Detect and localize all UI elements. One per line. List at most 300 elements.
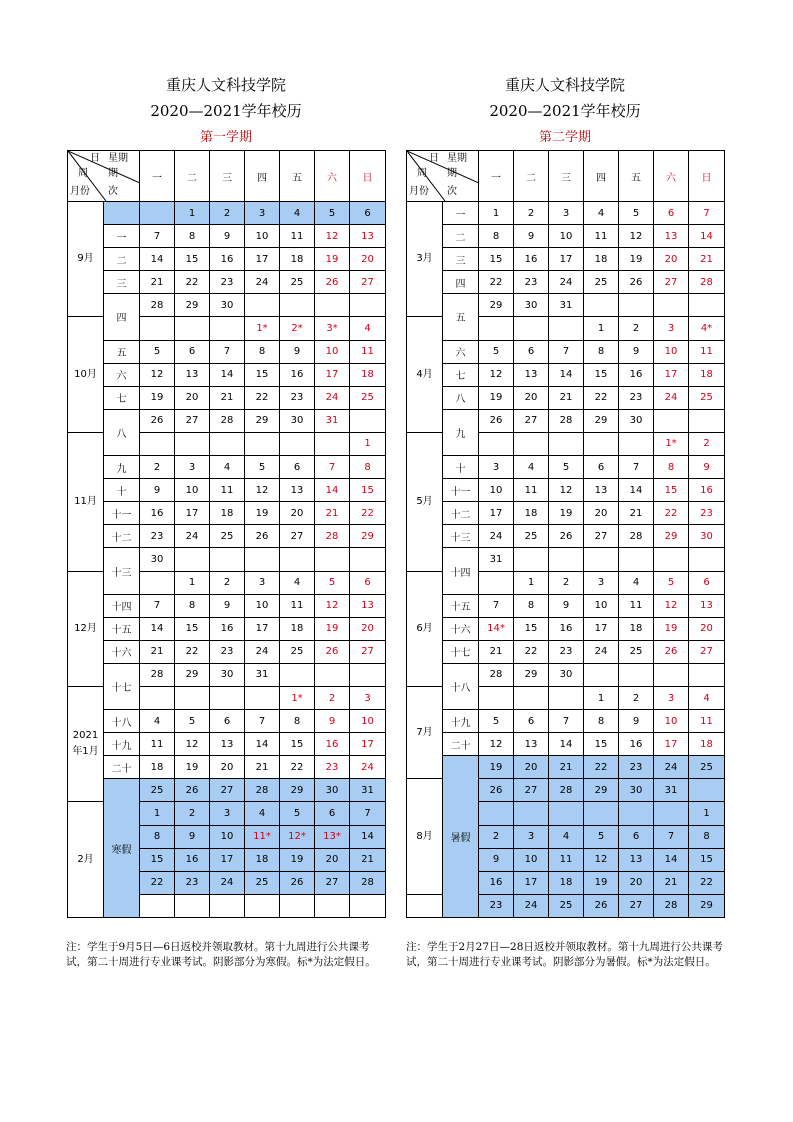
- date-cell: [140, 317, 175, 340]
- date-cell: 1: [175, 571, 210, 594]
- date-cell: 26: [245, 525, 280, 548]
- date-cell: [619, 432, 654, 455]
- date-cell: 24: [350, 756, 386, 779]
- date-cell: 20: [210, 756, 245, 779]
- week-number: 十二: [104, 525, 140, 548]
- date-cell: [175, 317, 210, 340]
- table-row: [407, 409, 725, 432]
- date-cell: [245, 894, 280, 917]
- date-cell: 5: [245, 456, 280, 479]
- date-cell: 14: [549, 733, 584, 756]
- table-row: [68, 248, 386, 271]
- date-cell: 16: [689, 479, 725, 502]
- date-cell: 2: [619, 317, 654, 340]
- school-name: 重庆人文科技学院: [165, 76, 286, 94]
- date-cell: 10: [514, 848, 549, 871]
- date-cell: [280, 294, 315, 317]
- table-row: [407, 594, 725, 617]
- header-corner-cell: [68, 151, 140, 202]
- weekday-header: 一: [140, 151, 175, 202]
- date-cell: 30: [140, 548, 175, 571]
- date-cell: 21: [245, 756, 280, 779]
- date-cell: [315, 663, 350, 686]
- date-cell: 18: [280, 617, 315, 640]
- week-number: 十一: [443, 479, 479, 502]
- date-cell: 22: [350, 502, 386, 525]
- date-cell: 10: [245, 594, 280, 617]
- date-cell: 30: [280, 409, 315, 432]
- weekday-header: 四: [245, 151, 280, 202]
- weekday-header: 五: [619, 151, 654, 202]
- date-cell: 15: [514, 617, 549, 640]
- week-number: 五: [104, 340, 140, 363]
- date-cell: 22: [140, 871, 175, 894]
- date-cell: 25: [350, 386, 386, 409]
- date-cell: 16: [175, 848, 210, 871]
- date-cell: 29: [350, 525, 386, 548]
- date-cell: 24: [584, 640, 619, 663]
- date-cell: 13: [514, 363, 549, 386]
- table-row: [68, 479, 386, 502]
- table-row: [407, 502, 725, 525]
- date-cell: 26: [315, 640, 350, 663]
- date-cell: 16: [549, 617, 584, 640]
- date-cell: 10: [245, 225, 280, 248]
- date-cell: 18: [280, 248, 315, 271]
- date-cell: 25: [280, 640, 315, 663]
- table-row: [68, 733, 386, 756]
- table-row: [407, 294, 725, 317]
- date-cell: 9: [514, 225, 549, 248]
- month-label: 6月: [407, 571, 443, 686]
- date-cell: 17: [350, 733, 386, 756]
- date-cell: [584, 802, 619, 825]
- date-cell: 3*: [315, 317, 350, 340]
- date-cell: 7: [140, 225, 175, 248]
- date-cell: 15: [175, 617, 210, 640]
- date-cell: [654, 548, 689, 571]
- date-cell: 22: [654, 502, 689, 525]
- date-cell: 11: [549, 848, 584, 871]
- date-cell: 26: [549, 525, 584, 548]
- date-cell: 12*: [280, 825, 315, 848]
- date-cell: 11: [280, 225, 315, 248]
- date-cell: 20: [315, 848, 350, 871]
- date-cell: 10: [210, 825, 245, 848]
- date-cell: 5: [175, 710, 210, 733]
- table-row: [407, 525, 725, 548]
- date-cell: 14: [619, 479, 654, 502]
- table-row: [68, 756, 386, 779]
- weekday-header: 一: [479, 151, 514, 202]
- table-row: [407, 756, 725, 779]
- week-number: 六: [443, 340, 479, 363]
- date-cell: 9: [315, 710, 350, 733]
- date-cell: [280, 663, 315, 686]
- date-cell: 6: [654, 202, 689, 225]
- date-cell: 7: [245, 710, 280, 733]
- date-cell: 8: [479, 225, 514, 248]
- date-cell: 1*: [654, 432, 689, 455]
- semester-title: 第一学期: [199, 130, 252, 145]
- date-cell: 15: [479, 248, 514, 271]
- corner-label-weekday: 星期: [447, 153, 467, 164]
- date-cell: [654, 663, 689, 686]
- date-cell: 27: [514, 779, 549, 802]
- weekday-header: 三: [210, 151, 245, 202]
- date-cell: 11: [350, 340, 386, 363]
- date-cell: 4: [140, 710, 175, 733]
- date-cell: 4: [689, 686, 725, 709]
- date-cell: [140, 432, 175, 455]
- week-number: 十六: [443, 617, 479, 640]
- table-row: [68, 202, 386, 225]
- date-cell: 4: [245, 802, 280, 825]
- vacation-label: 暑假: [443, 756, 479, 918]
- date-cell: 4: [549, 825, 584, 848]
- week-number: 十: [104, 479, 140, 502]
- date-cell: 13: [654, 225, 689, 248]
- date-cell: 2: [689, 432, 725, 455]
- date-cell: 11: [210, 479, 245, 502]
- date-cell: [210, 894, 245, 917]
- date-cell: [245, 432, 280, 455]
- year-title: 2020—2021学年校历: [489, 102, 641, 120]
- table-row: [68, 409, 386, 432]
- week-number: 八: [443, 386, 479, 409]
- date-cell: 14: [210, 363, 245, 386]
- date-cell: 24: [315, 386, 350, 409]
- date-cell: 26: [140, 409, 175, 432]
- date-cell: 22: [280, 756, 315, 779]
- date-cell: [245, 548, 280, 571]
- month-label: 12月: [68, 571, 104, 686]
- date-cell: 27: [654, 271, 689, 294]
- date-cell: 17: [245, 248, 280, 271]
- date-cell: 27: [584, 525, 619, 548]
- week-number: 十五: [443, 594, 479, 617]
- table-row: [68, 663, 386, 686]
- date-cell: 8: [175, 594, 210, 617]
- date-cell: 9: [175, 825, 210, 848]
- date-cell: [140, 202, 175, 225]
- month-label: 11月: [68, 432, 104, 571]
- date-cell: 7: [549, 340, 584, 363]
- date-cell: 29: [654, 525, 689, 548]
- date-cell: 10: [654, 710, 689, 733]
- date-cell: 13: [280, 479, 315, 502]
- date-cell: 12: [619, 225, 654, 248]
- date-cell: 18: [584, 248, 619, 271]
- date-cell: 24: [175, 525, 210, 548]
- week-number: 三: [443, 248, 479, 271]
- table-row: [407, 479, 725, 502]
- date-cell: 24: [245, 640, 280, 663]
- date-cell: 7: [619, 456, 654, 479]
- corner-label-month: 月份: [70, 186, 90, 197]
- date-cell: 25: [689, 386, 725, 409]
- date-cell: 31: [654, 779, 689, 802]
- date-cell: [350, 294, 386, 317]
- date-cell: 16: [280, 363, 315, 386]
- date-cell: [350, 894, 386, 917]
- date-cell: 27: [619, 894, 654, 917]
- date-cell: 10: [654, 340, 689, 363]
- date-cell: 29: [175, 294, 210, 317]
- date-cell: 11: [280, 594, 315, 617]
- date-cell: 29: [245, 409, 280, 432]
- date-cell: 13: [514, 733, 549, 756]
- date-cell: 5: [280, 802, 315, 825]
- year-title: 2020—2021学年校历: [150, 102, 302, 120]
- date-cell: 15: [245, 363, 280, 386]
- date-cell: 12: [584, 848, 619, 871]
- date-cell: 28: [140, 663, 175, 686]
- date-cell: 3: [479, 456, 514, 479]
- date-cell: 24: [479, 525, 514, 548]
- date-cell: 25: [140, 779, 175, 802]
- weekday-header: 六: [654, 151, 689, 202]
- month-label: 8月: [407, 779, 443, 894]
- date-cell: [280, 894, 315, 917]
- date-cell: 31: [245, 663, 280, 686]
- date-cell: 21: [549, 386, 584, 409]
- date-cell: [350, 663, 386, 686]
- month-label: 3月: [407, 202, 443, 317]
- table-row: [407, 225, 725, 248]
- date-cell: 4: [210, 456, 245, 479]
- date-cell: 15: [350, 479, 386, 502]
- date-cell: 19: [549, 502, 584, 525]
- date-cell: 8: [140, 825, 175, 848]
- week-number: 三: [104, 271, 140, 294]
- date-cell: 25: [689, 756, 725, 779]
- date-cell: 30: [549, 663, 584, 686]
- week-number: 九: [443, 409, 479, 455]
- date-cell: 3: [514, 825, 549, 848]
- date-cell: [245, 686, 280, 709]
- week-number: 二十: [443, 733, 479, 756]
- date-cell: [584, 548, 619, 571]
- date-cell: 28: [619, 525, 654, 548]
- date-cell: [584, 663, 619, 686]
- date-cell: 26: [619, 271, 654, 294]
- date-cell: 10: [584, 594, 619, 617]
- table-row: [68, 617, 386, 640]
- date-cell: 19: [280, 848, 315, 871]
- date-cell: 12: [315, 225, 350, 248]
- date-cell: 16: [514, 248, 549, 271]
- date-cell: 13: [619, 848, 654, 871]
- date-cell: 16: [315, 733, 350, 756]
- date-cell: 3: [245, 202, 280, 225]
- weekday-header: 日: [689, 151, 725, 202]
- table-row: [407, 340, 725, 363]
- date-cell: 28: [549, 409, 584, 432]
- date-cell: 7: [549, 710, 584, 733]
- week-number: 七: [104, 386, 140, 409]
- date-cell: 18: [689, 733, 725, 756]
- month-label: [407, 894, 443, 917]
- date-cell: 25: [280, 271, 315, 294]
- date-cell: 17: [210, 848, 245, 871]
- week-number: [140, 894, 175, 917]
- date-cell: 11: [584, 225, 619, 248]
- table-row: [407, 663, 725, 686]
- date-cell: 27: [689, 640, 725, 663]
- date-cell: 25: [549, 894, 584, 917]
- date-cell: 19: [245, 502, 280, 525]
- date-cell: [549, 802, 584, 825]
- table-row: [407, 617, 725, 640]
- date-cell: 15: [584, 363, 619, 386]
- date-cell: 3: [245, 571, 280, 594]
- footnote: 注：学生于2月27日—28日返校并领取教材。第十九周进行公共课考试，第二十周进行专业课考试。阴影部分为暑假。标*为法定假日。: [406, 941, 723, 968]
- date-cell: 1*: [280, 686, 315, 709]
- date-cell: [210, 686, 245, 709]
- corner-label-weekday: 星期: [108, 153, 128, 164]
- date-cell: 1: [584, 317, 619, 340]
- date-cell: [479, 571, 514, 594]
- date-cell: 17: [479, 502, 514, 525]
- date-cell: [514, 317, 549, 340]
- date-cell: [619, 548, 654, 571]
- date-cell: 13: [689, 594, 725, 617]
- date-cell: 29: [689, 894, 725, 917]
- date-cell: 6: [350, 571, 386, 594]
- date-cell: 22: [245, 386, 280, 409]
- date-cell: 18: [619, 617, 654, 640]
- date-cell: 16: [210, 617, 245, 640]
- date-cell: 9: [619, 340, 654, 363]
- date-cell: 21: [350, 848, 386, 871]
- date-cell: [140, 571, 175, 594]
- date-cell: 9: [210, 594, 245, 617]
- school-name: 重庆人文科技学院: [504, 76, 625, 94]
- table-row: [68, 363, 386, 386]
- date-cell: 27: [175, 409, 210, 432]
- date-cell: 6: [315, 802, 350, 825]
- date-cell: 12: [315, 594, 350, 617]
- date-cell: 21: [689, 248, 725, 271]
- date-cell: 28: [210, 409, 245, 432]
- week-number: 四: [104, 294, 140, 340]
- date-cell: [479, 317, 514, 340]
- date-cell: 21: [315, 502, 350, 525]
- date-cell: 11*: [245, 825, 280, 848]
- week-number: 二十: [104, 756, 140, 779]
- weekday-header: 日: [350, 151, 386, 202]
- date-cell: 8: [584, 340, 619, 363]
- date-cell: 3: [549, 202, 584, 225]
- date-cell: 16: [140, 502, 175, 525]
- date-cell: [619, 294, 654, 317]
- date-cell: 14*: [479, 617, 514, 640]
- date-cell: 19: [584, 871, 619, 894]
- date-cell: 27: [350, 271, 386, 294]
- week-number: 十四: [443, 548, 479, 594]
- date-cell: 29: [514, 663, 549, 686]
- date-cell: 22: [514, 640, 549, 663]
- date-cell: [654, 409, 689, 432]
- month-label: 4月: [407, 317, 443, 432]
- date-cell: 25: [210, 525, 245, 548]
- date-cell: [619, 802, 654, 825]
- date-cell: 26: [315, 271, 350, 294]
- semester-title: 第二学期: [538, 130, 591, 145]
- date-cell: 6: [514, 340, 549, 363]
- date-cell: 8: [654, 456, 689, 479]
- date-cell: 11: [514, 479, 549, 502]
- table-row: [68, 294, 386, 317]
- date-cell: 6: [514, 710, 549, 733]
- date-cell: [584, 432, 619, 455]
- week-number: 十八: [104, 710, 140, 733]
- date-cell: 19: [479, 756, 514, 779]
- table-row: [68, 340, 386, 363]
- date-cell: 12: [175, 733, 210, 756]
- week-number: 二: [104, 248, 140, 271]
- date-cell: [689, 779, 725, 802]
- date-cell: 24: [245, 271, 280, 294]
- date-cell: 30: [210, 663, 245, 686]
- date-cell: 29: [479, 294, 514, 317]
- date-cell: 20: [654, 248, 689, 271]
- table-row: [68, 525, 386, 548]
- date-cell: 4: [619, 571, 654, 594]
- corner-label-period: 期: [447, 168, 457, 179]
- date-cell: 30: [210, 294, 245, 317]
- table-row: [407, 363, 725, 386]
- date-cell: 12: [140, 363, 175, 386]
- week-number: 十三: [104, 548, 140, 594]
- date-cell: 15: [689, 848, 725, 871]
- date-cell: [315, 548, 350, 571]
- date-cell: 15: [654, 479, 689, 502]
- date-cell: [479, 432, 514, 455]
- table-row: [68, 271, 386, 294]
- date-cell: 7: [140, 594, 175, 617]
- date-cell: 7: [479, 594, 514, 617]
- date-cell: [514, 548, 549, 571]
- date-cell: 5: [654, 571, 689, 594]
- date-cell: 18: [245, 848, 280, 871]
- date-cell: 23: [619, 756, 654, 779]
- date-cell: 11: [140, 733, 175, 756]
- table-row: [407, 456, 725, 479]
- date-cell: 26: [654, 640, 689, 663]
- date-cell: 5: [140, 340, 175, 363]
- date-cell: 5: [549, 456, 584, 479]
- date-cell: 1*: [245, 317, 280, 340]
- date-cell: 28: [315, 525, 350, 548]
- date-cell: 28: [140, 294, 175, 317]
- date-cell: 19: [619, 248, 654, 271]
- date-cell: 18: [514, 502, 549, 525]
- date-cell: 28: [654, 894, 689, 917]
- corner-label-week: 周: [417, 168, 427, 179]
- table-row: [407, 548, 725, 571]
- date-cell: 31: [350, 779, 386, 802]
- date-cell: 24: [514, 894, 549, 917]
- date-cell: 28: [479, 663, 514, 686]
- date-cell: 16: [479, 871, 514, 894]
- date-cell: 22: [175, 640, 210, 663]
- date-cell: 5: [584, 825, 619, 848]
- date-cell: 5: [315, 202, 350, 225]
- date-cell: 17: [654, 363, 689, 386]
- week-number: 二: [443, 225, 479, 248]
